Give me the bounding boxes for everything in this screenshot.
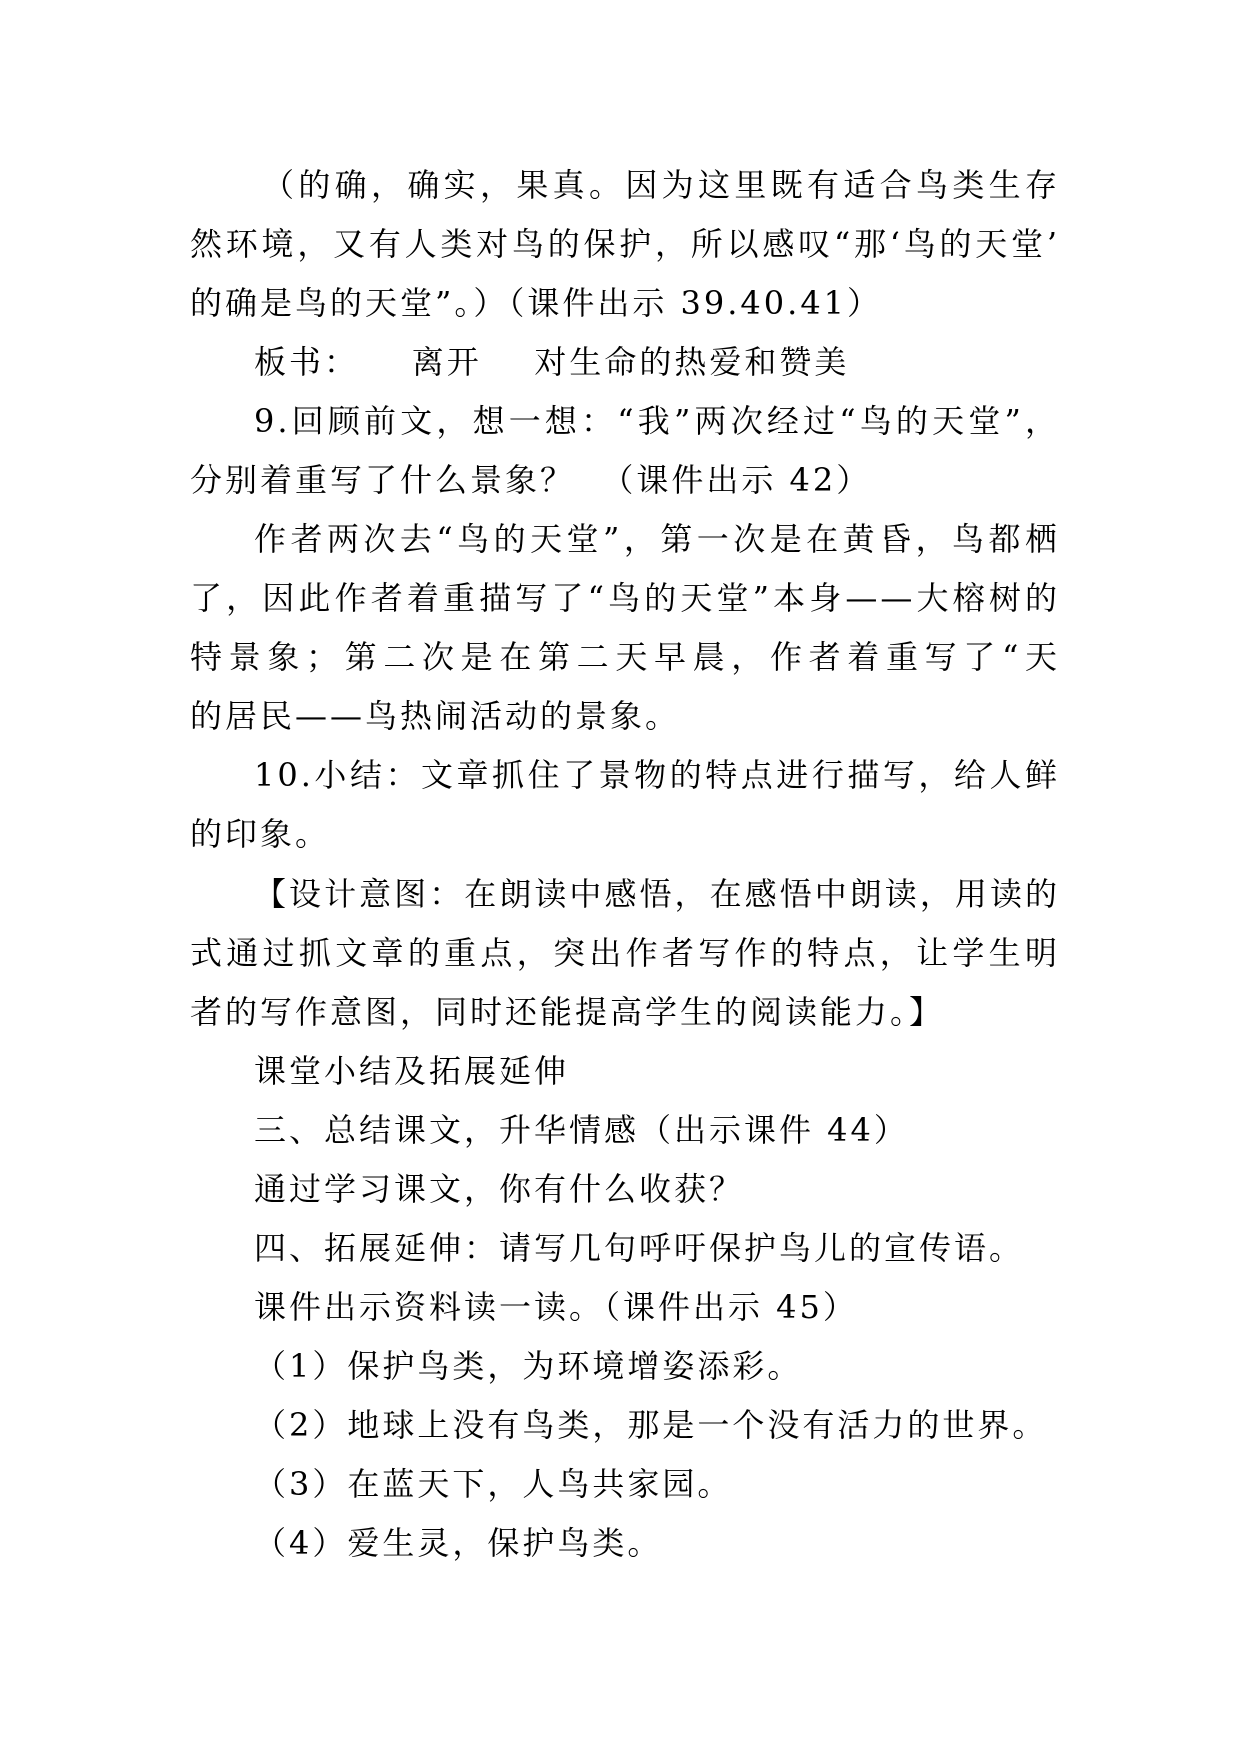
- paragraph-line: （的确，确实，果真。因为这里既有适合鸟类生存: [262, 166, 1060, 204]
- answer-9-line: 特景象；第二次是在第二天早晨，作者着重写了“天: [190, 638, 1060, 676]
- design-intent-line: 式通过抓文章的重点，突出作者写作的特点，让学生明: [190, 934, 1060, 972]
- courseware-line: 课件出示资料读一读。（课件出示 45）: [254, 1288, 858, 1326]
- answer-9-line: 的居民——鸟热闹活动的景象。: [190, 697, 681, 735]
- summary-10-line: 10.小结：文章抓住了景物的特点进行描写，给人鲜: [254, 756, 1060, 794]
- section-three: 三、总结课文，升华情感（出示课件 44）: [254, 1111, 909, 1149]
- answer-9-line: 作者两次去“鸟的天堂”，第一次是在黄昏，鸟都栖: [254, 520, 1060, 558]
- slogan-item: （1）保护鸟类，为环境增姿添彩。: [254, 1347, 803, 1385]
- slogan-item: （4）爱生灵，保护鸟类。: [254, 1524, 663, 1562]
- question-9-line: 9.回顾前文，想一想：“我”两次经过“鸟的天堂”，: [254, 402, 1060, 440]
- paragraph-line: 然环境，又有人类对鸟的保护，所以感叹“那‘鸟的天堂’: [190, 225, 1060, 263]
- slogan-item: （2）地球上没有鸟类，那是一个没有活力的世界。: [254, 1406, 1048, 1444]
- summary-10-line: 的印象。: [190, 815, 331, 853]
- paragraph-line: 的确是鸟的天堂”。）（课件出示 39.40.41）: [190, 284, 883, 322]
- answer-9-line: 了，因此作者着重描写了“鸟的天堂”本身——大榕树的: [190, 579, 1060, 617]
- board-notes: 板书： 离开 对生命的热爱和赞美: [254, 343, 850, 381]
- section-heading: 课堂小结及拓展延伸: [254, 1052, 570, 1090]
- question-9-line: 分别着重写了什么景象？ （课件出示 42）: [190, 461, 872, 499]
- slogan-item: （3）在蓝天下，人鸟共家园。: [254, 1465, 733, 1503]
- section-four: 四、拓展延伸：请写几句呼吁保护鸟儿的宣传语。: [254, 1229, 1025, 1267]
- design-intent-line: 【设计意图：在朗读中感悟，在感悟中朗读，用读的: [254, 875, 1060, 913]
- question-line: 通过学习课文，你有什么收获？: [254, 1170, 745, 1208]
- design-intent-line: 者的写作意图，同时还能提高学生的阅读能力。】: [190, 993, 945, 1031]
